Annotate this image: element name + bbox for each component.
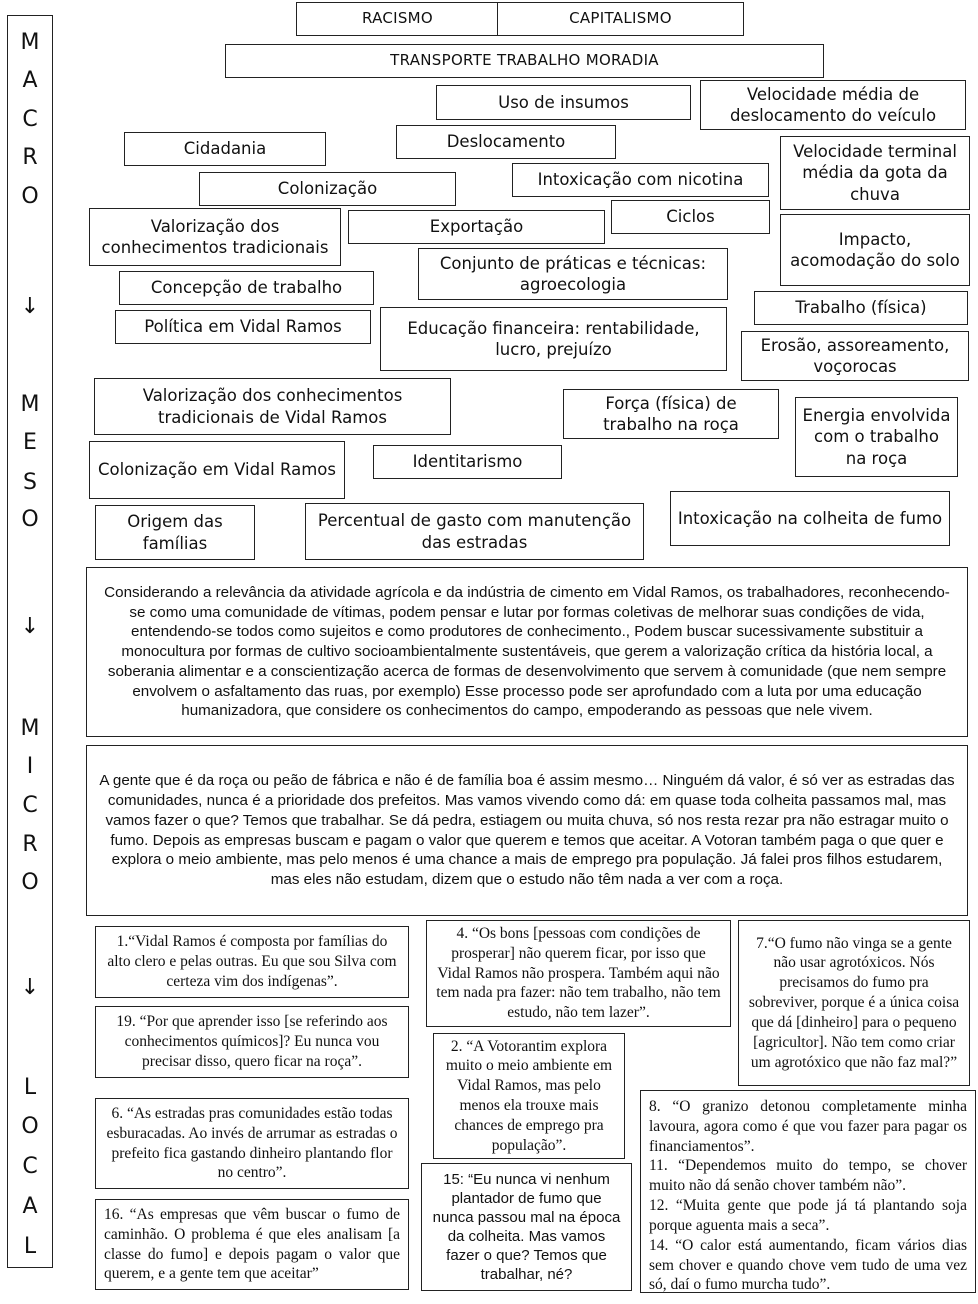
scale-letter: M xyxy=(20,30,40,55)
valorizacao-vr-box: Valorização dos conhecimentos tradicionais de Vidal Ramos xyxy=(94,378,451,435)
quote-11: 11. “Dependemos muito do tempo, se chover muito não dá senão chover também não”. xyxy=(649,1157,967,1195)
scale-letter: R xyxy=(22,145,38,170)
scale-arrow-down-icon: ↓ xyxy=(20,975,40,1000)
quote-8: 8. “O granizo detonou completamente minha lavoura, agora como é que vou fazer para pagar os financiamentos”. xyxy=(649,1098,967,1155)
a-gente-paragraph: A gente que é da roça ou peão de fábrica e não é de família boa é assim mesmo… Ninguém dá valor, é só ver as estradas das comunidades, nunca é a prioridade dos prefeitos. Mas vamos vivendo como dá: em quase toda colheita passamos mal, mas vamos fazer o que? Temos que trabalhar. Se dá pedra, estiagem ou muita chuva, só nos resta rezar pra não estragar muito o fumo. Depois as empresas buscam e pagam o valor que querem e temos que aceitar. A Votoran também paga o que quer e explora o meio ambiente, mas pelo menos é uma chance a mais de emprego pra população. Já falei pros filhos estudarem, mas eles não estudam, dizem que o estudo não têm nada a ver com a roça. xyxy=(86,745,968,916)
uso-insumos-box: Uso de insumos xyxy=(436,85,691,120)
quote-7: 7.“O fumo não vinga se a gente não usar agrotóxicos. Nós precisamos do fumo pra sobreviver, porque é a única coisa que dá [dinheiro] para o pequeno [agricultor]. Não tem como criar um agrotóxico que não faz mal?” xyxy=(738,920,970,1086)
educacao-financeira-box: Educação financeira: rentabilidade, lucro, prejuízo xyxy=(380,307,727,371)
trabalho-fisica-box: Trabalho (física) xyxy=(754,291,968,325)
quote-1: 1.“Vidal Ramos é composta por famílias do alto clero e pelas outras. Eu que sou Silva com certeza vim dos indígenas”. xyxy=(95,926,409,998)
quote-6: 6. “As estradas pras comunidades estão todas esburacadas. Ao invés de arrumar as estradas o prefeito fica gastando dinheiro plantando flor no centro”. xyxy=(95,1098,409,1189)
politica-box: Política em Vidal Ramos xyxy=(115,310,371,344)
forca-box: Força (física) de trabalho na roça xyxy=(563,389,779,439)
concepcao-trabalho-box: Concepção de trabalho xyxy=(119,271,374,305)
scale-letter: C xyxy=(22,793,38,818)
scale-letter: M xyxy=(20,716,40,741)
velocidade-media-box: Velocidade média de deslocamento do veículo xyxy=(700,80,966,130)
quote-19: 19. “Por que aprender isso [se referindo aos conhecimentos químicos]? Eu nunca vou precisar disso, quero ficar na roça”. xyxy=(95,1006,409,1078)
quote-group-8-11-12-14 xyxy=(640,1090,976,1293)
scale-letter: E xyxy=(23,430,37,455)
scale-letter: I xyxy=(26,754,34,779)
identitarismo-box: Identitarismo xyxy=(373,445,562,479)
quote-12: 12. “Muita gente que pode já tá plantando soja porque aguenta mais a seca”. xyxy=(649,1197,967,1234)
colonizacao-box: Colonização xyxy=(199,172,456,206)
considerando-paragraph: Considerando a relevância da atividade agrícola e da indústria de cimento em Vidal Ramos, os trabalhadores, reconhecendo-se como uma comunidade de vítimas, podem pensar e lutar por formas coletivas de melhorar suas condições de vida, entendendo-se todos como sujeitos e como produtores de conhecimento., Podem buscar sucessivamente substituir a monocultura por formas de cultivo socioambientalmente sustentáveis, que gerem a valorização crítica da história local, a soberania alimentar e a conscientização acerca de formas de desenvolvimento que servem à comunidade (que nem sempre envolvem o asfaltamento das ruas, por exemplo) Esse processo pode ser aprofundado com a luta por uma educação humanizadora, que considere os conhecimentos do campo, empoderando as pessoas que nele vivem. xyxy=(86,567,968,737)
scale-letter: A xyxy=(22,68,38,93)
quote-15: 15: “Eu nunca vi nenhum plantador de fumo que nunca passou mal na época da colheita. Mas vamos fazer o que? Temos que trabalhar, né? xyxy=(421,1163,632,1291)
scale-arrow-down-icon: ↓ xyxy=(20,614,40,639)
cidadania-box: Cidadania xyxy=(124,132,326,166)
scale-letter: A xyxy=(22,1194,38,1219)
scale-letter: L xyxy=(23,1234,37,1259)
percentual-box: Percentual de gasto com manutenção das estradas xyxy=(305,503,644,560)
quote-2: 2. “A Votorantim explora muito o meio ambiente em Vidal Ramos, mas pelo menos ela trouxe mais chances de emprego pra população”. xyxy=(433,1033,625,1159)
scale-letter: L xyxy=(23,1075,37,1100)
scale-letter: O xyxy=(21,1114,39,1139)
quote-4: 4. “Os bons [pessoas com condições de prosperar] não querem ficar, por isso que Vidal Ramos não prospera. Também aqui não tem nada pra fazer: não tem trabalho, não tem estudo, não tem lazer”. xyxy=(426,920,731,1027)
intoxicacao-colheita-box: Intoxicação na colheita de fumo xyxy=(670,491,950,546)
intoxicacao-nicotina-box: Intoxicação com nicotina xyxy=(512,163,769,197)
scale-letter: C xyxy=(22,107,38,132)
scale-letter: S xyxy=(23,470,37,495)
scale-letter: M xyxy=(20,392,40,417)
scale-letter: O xyxy=(21,870,39,895)
quote-14: 14. “O calor está aumentando, ficam vários dias sem chover e quando chove vem tudo de uma vez só, daí o fumo murcha tudo”. xyxy=(649,1236,967,1294)
scale-letter: C xyxy=(22,1154,38,1179)
scale-arrow-down-icon: ↓ xyxy=(20,294,40,319)
transporte-box: TRANSPORTE TRABALHO MORADIA xyxy=(225,44,824,78)
ciclos-box: Ciclos xyxy=(611,200,770,234)
energia-box: Energia envolvida com o trabalho na roça xyxy=(795,397,958,477)
racismo-box: RACISMO xyxy=(296,2,499,36)
valorizacao-box: Valorização dos conhecimentos tradicionais xyxy=(89,208,341,266)
exportacao-box: Exportação xyxy=(348,210,605,244)
origem-box: Origem das famílias xyxy=(95,505,255,560)
velocidade-terminal-box: Velocidade terminal média da gota da chuva xyxy=(780,136,970,210)
deslocamento-box: Deslocamento xyxy=(396,125,616,159)
agroecologia-box: Conjunto de práticas e técnicas: agroecologia xyxy=(418,248,728,300)
impacto-box: Impacto, acomodação do solo xyxy=(780,214,970,286)
erosao-box: Erosão, assoreamento, voçorocas xyxy=(741,331,969,381)
scale-letter: O xyxy=(21,507,39,532)
scale-letter: O xyxy=(21,184,39,209)
scale-letter: R xyxy=(22,832,38,857)
scale-bar xyxy=(7,15,53,1268)
colonizacao-vr-box: Colonização em Vidal Ramos xyxy=(89,441,345,499)
quote-16: 16. “As empresas que vêm buscar o fumo de caminhão. O problema é que eles analisam [a classe do fumo] e depois pagam o valor que querem, e a gente tem que aceitar” xyxy=(95,1199,409,1290)
capitalismo-box: CAPITALISMO xyxy=(497,2,744,36)
